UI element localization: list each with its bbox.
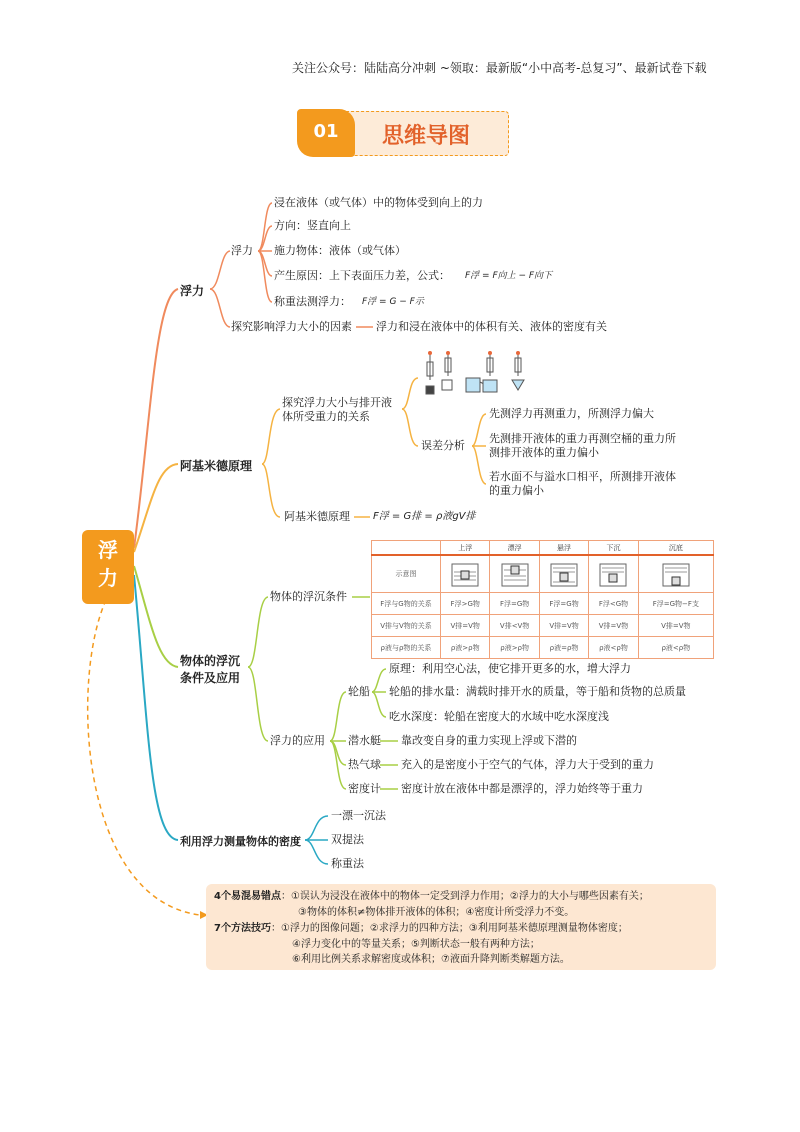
table-header: 下沉 bbox=[589, 541, 638, 556]
error-2: 先测排开液体的重力再测空桶的重力所测排开液体的重力偏小 bbox=[489, 432, 676, 459]
table-cell: ρ液=ρ物 bbox=[539, 637, 588, 659]
methods-line3: ⑥利用比例关系求解密度或体积；⑦液面升降判断类解题方法。 bbox=[292, 954, 570, 965]
table-cell: V排=V物 bbox=[638, 615, 713, 637]
diagram-rising bbox=[441, 555, 490, 593]
table-cell: F浮=G物 bbox=[539, 593, 588, 615]
node-explore-factors: 探究影响浮力大小的因素 bbox=[231, 320, 352, 333]
item-source: 施力物体：液体（或气体） bbox=[274, 244, 406, 257]
table-cell: F浮与G物的关系 bbox=[372, 593, 441, 615]
node-archimedes-law: 阿基米德原理 bbox=[284, 510, 350, 523]
node-archimedes-experiment: 探究浮力大小与排开液体所受重力的关系 bbox=[282, 396, 392, 423]
table-cell: V排=V物 bbox=[539, 615, 588, 637]
item-definition: 浸在液体（或气体）中的物体受到向上的力 bbox=[274, 196, 483, 209]
item-cause: 产生原因：上下表面压力差，公式： bbox=[274, 269, 450, 282]
mistakes-line2: ③物体的体积≠物体排开液体的体积；④密度计所受浮力不变。 bbox=[298, 907, 575, 918]
label-mistakes: 4个易混易错点 bbox=[214, 891, 281, 902]
explore-result: 浮力和浸在液体中的体积有关、液体的密度有关 bbox=[376, 320, 607, 333]
table-cell: F浮=G物 bbox=[490, 593, 539, 615]
table-cell: ρ液与ρ物的关系 bbox=[372, 637, 441, 659]
table-cell: V排=V物 bbox=[441, 615, 490, 637]
diagram-sinking bbox=[589, 555, 638, 593]
node-error-analysis: 误差分析 bbox=[421, 439, 465, 452]
root-label: 浮力 bbox=[98, 538, 118, 590]
table-header: 上浮 bbox=[441, 541, 490, 556]
table-cell: F浮<G物 bbox=[589, 593, 638, 615]
table-cell: V排与V物的关系 bbox=[372, 615, 441, 637]
table-header: 漂浮 bbox=[490, 541, 539, 556]
formula-archimedes: F浮 = G排 = ρ液gV排 bbox=[373, 511, 476, 522]
formula-pressure-diff: F浮 = F向上 − F向下 bbox=[465, 271, 553, 281]
table-cell: 示意图 bbox=[372, 555, 441, 593]
branch-archimedes: 阿基米德原理 bbox=[180, 459, 253, 473]
branch-buoyancy: 浮力 bbox=[180, 284, 205, 298]
float-conditions-table bbox=[371, 540, 714, 659]
node-submarine: 潜水艇 bbox=[348, 734, 381, 747]
table-header: 沉底 bbox=[638, 541, 713, 556]
branch-density-measure: 利用浮力测量物体的密度 bbox=[180, 835, 301, 848]
ship-principle: 原理：利用空心法，使它排开更多的水，增大浮力 bbox=[389, 662, 631, 675]
hydrometer-text: 密度计放在液体中都是漂浮的，浮力始终等于重力 bbox=[401, 782, 643, 795]
methods-line1: ：①浮力的图像问题；②求浮力的四种方法；③利用阿基米德原理测量物体密度； bbox=[270, 923, 628, 934]
table-cell: F浮>G物 bbox=[441, 593, 490, 615]
diagram-floating bbox=[490, 555, 539, 593]
methods-line2: ④浮力变化中的等量关系；⑤判断状态一般有两种方法； bbox=[292, 939, 540, 950]
table-cell: F浮=G物−F支 bbox=[638, 593, 713, 615]
error-1: 先测浮力再测重力，所测浮力偏大 bbox=[489, 407, 654, 420]
node-buoyancy-applications: 浮力的应用 bbox=[270, 734, 325, 747]
branch-sink-float-line2: 条件及应用 bbox=[180, 671, 241, 685]
table-cell: ρ液>ρ物 bbox=[490, 637, 539, 659]
submarine-text: 靠改变自身的重力实现上浮或下潜的 bbox=[401, 734, 577, 747]
method-float-sink: 一漂一沉法 bbox=[331, 809, 386, 822]
item-weighing: 称重法测浮力： bbox=[274, 295, 351, 308]
banner-title: 思维导图 bbox=[382, 124, 471, 149]
header-text: 关注公众号：陆陆高分冲刺 ~领取：最新版“小中高考-总复习”、最新试卷下载 bbox=[292, 61, 707, 75]
experiment-illustration bbox=[420, 350, 532, 398]
node-balloon: 热气球 bbox=[348, 758, 381, 771]
label-methods: 7个方法技巧 bbox=[214, 923, 271, 934]
root-node bbox=[82, 530, 134, 604]
node-float-conditions: 物体的浮沉条件 bbox=[270, 590, 347, 603]
node-hydrometer: 密度计 bbox=[348, 782, 381, 795]
ship-displacement: 轮船的排水量：满载时排开水的质量，等于船和货物的总质量 bbox=[389, 685, 686, 698]
error-3: 若水面不与溢水口相平，所测排开液体的重力偏小 bbox=[489, 470, 676, 497]
formula-weighing: F浮 = G − F示 bbox=[362, 297, 424, 307]
banner-number: 01 bbox=[313, 121, 339, 142]
node-ship: 轮船 bbox=[348, 685, 370, 698]
table-header: 悬浮 bbox=[539, 541, 588, 556]
summary-box bbox=[206, 884, 716, 970]
table-cell: ρ液<ρ物 bbox=[638, 637, 713, 659]
table-cell: V排=V物 bbox=[589, 615, 638, 637]
ship-draft: 吃水深度：轮船在密度大的水域中吃水深度浅 bbox=[389, 710, 609, 723]
mistakes-line1: ：①误认为浸没在液体中的物体一定受到浮力作用；②浮力的大小与哪些因素有关； bbox=[280, 891, 649, 902]
branch-sink-float-line1: 物体的浮沉 bbox=[180, 654, 241, 668]
method-weighing: 称重法 bbox=[331, 857, 364, 870]
table-cell: ρ液<ρ物 bbox=[589, 637, 638, 659]
node-buoyancy-def: 浮力 bbox=[231, 244, 253, 257]
diagram-bottom bbox=[638, 555, 713, 593]
table-cell: V排<V物 bbox=[490, 615, 539, 637]
diagram-suspended bbox=[539, 555, 588, 593]
table-cell: ρ液>ρ物 bbox=[441, 637, 490, 659]
balloon-text: 充入的是密度小于空气的气体，浮力大于受到的重力 bbox=[401, 758, 654, 771]
item-direction: 方向：竖直向上 bbox=[274, 219, 351, 232]
method-double-lift: 双提法 bbox=[331, 833, 364, 846]
